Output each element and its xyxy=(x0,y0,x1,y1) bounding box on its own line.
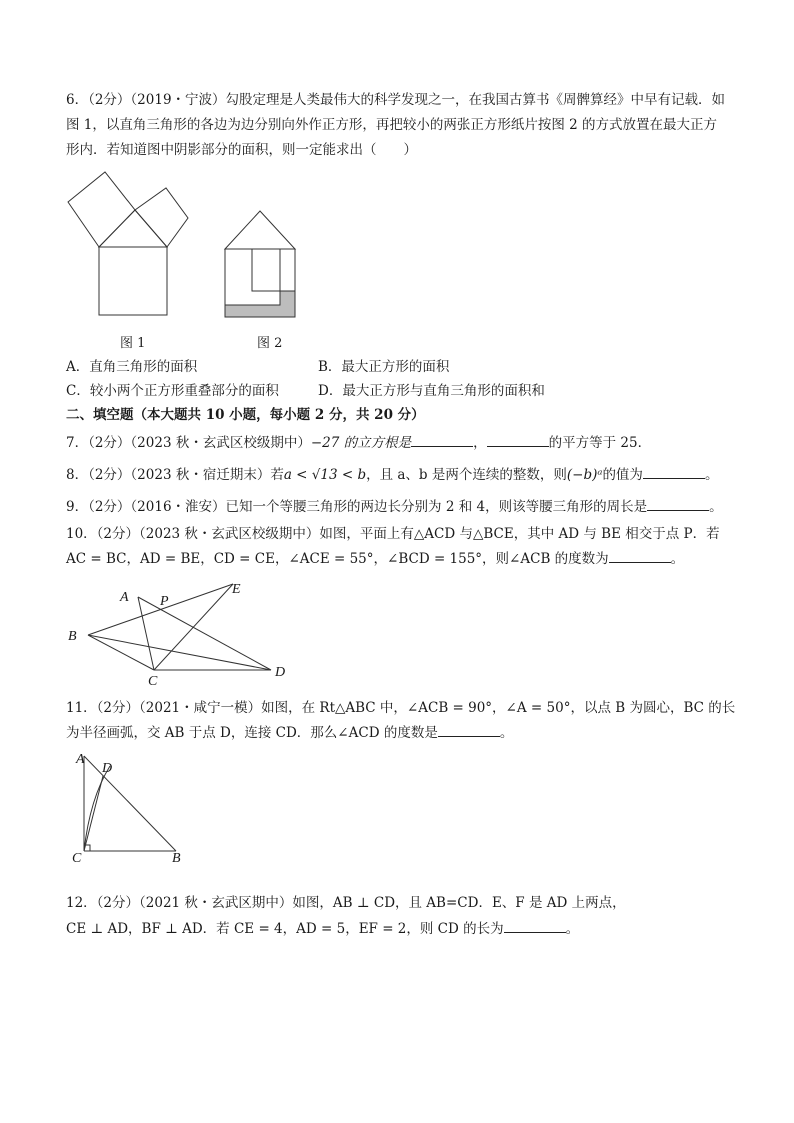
q6-fig2-caption: 图 2 xyxy=(257,336,283,351)
q10-blank[interactable] xyxy=(609,548,671,563)
q9-blank[interactable] xyxy=(647,496,709,511)
q11-label-b: B xyxy=(172,851,181,866)
fig2-triangle xyxy=(225,211,295,249)
q10-segment-bd xyxy=(88,635,271,670)
q10-label-e: E xyxy=(232,582,241,597)
q12-blank[interactable] xyxy=(504,918,566,933)
q7-line: 7．（2分）（2023 秋・玄武区校级期中）−27 的立方根是 ， 的平方等于 25． xyxy=(66,432,651,453)
q10-label-p: P xyxy=(160,594,169,609)
q6-figure-2 xyxy=(224,207,304,317)
q8-blank[interactable] xyxy=(643,464,705,479)
q11-label-d: D xyxy=(102,761,113,776)
q10-label-c: C xyxy=(148,674,158,689)
q11-line-1: 11．（2分）（2021・咸宁一模）如图，在 Rt△ABC 中，∠ACB = 90°，∠A = 50°，以点 B 为圆心，BC 的长 xyxy=(66,700,736,716)
q7-blank-1[interactable] xyxy=(411,432,473,447)
q8-line: 8．（2分）（2023 秋・宿迁期末）若a < √13 < b，且 a、b 是两个连续的整数，则(−b)ᵃ的值为 。 xyxy=(66,464,718,485)
q12-line-2: CE ⊥ AD，BF ⊥ AD．若 CE = 4，AD = 5，EF = 2，则 CD 的长为 。 xyxy=(66,918,579,939)
fig2-shaded-region-side xyxy=(280,291,295,305)
q10-figure xyxy=(66,578,306,688)
q6-figure-1 xyxy=(64,170,184,320)
fig1-right-triangle xyxy=(99,210,167,247)
q6-fig1-caption: 图 1 xyxy=(120,336,146,351)
q11-segment-ab xyxy=(84,756,176,851)
q6-line-2: 图 1，以直角三角形的各边为边分别向外作正方形，再把较小的两张正方形纸片按图 2 的方式放置在最大正方 xyxy=(66,117,718,133)
fig1-small-square-left xyxy=(68,172,135,247)
fig2-small-square xyxy=(252,249,295,291)
q11-label-c: C xyxy=(72,851,82,866)
q12-line-1: 12．（2分）（2021 秋・玄武区期中）如图，AB ⊥ CD，且 AB=CD．E、F 是 AD 上两点， xyxy=(66,895,626,911)
q11-segment-cd xyxy=(84,776,103,851)
q9-line: 9．（2分）（2016・淮安）已知一个等腰三角形的两边长分别为 2 和 4，则该等腰三角形的周长是 。 xyxy=(66,496,723,517)
q6-line-1: 6．（2分）（2019・宁波）勾股定理是人类最伟大的科学发现之一，在我国古算书《周髀算经》中早有记载．如 xyxy=(66,92,726,108)
q6-option-b: B．最大正方形的面积 xyxy=(318,359,450,375)
q11-figure xyxy=(70,748,200,868)
q10-segment-ad xyxy=(138,597,271,670)
section-heading: 二、填空题（本大题共 10 小题，每小题 2 分，共 20 分） xyxy=(66,407,425,423)
q6-option-c: C．较小两个正方形重叠部分的面积 xyxy=(66,383,279,399)
q10-label-a: A xyxy=(120,590,129,605)
q10-segment-cb xyxy=(88,635,154,670)
q10-line-2: AC = BC，AD = BE，CD = CE，∠ACE = 55°，∠BCD = 155°，则∠ACB 的度数为 。 xyxy=(66,548,684,569)
q7-blank-2[interactable] xyxy=(487,432,549,447)
q6-option-a: A．直角三角形的面积 xyxy=(66,359,198,375)
q10-label-d: D xyxy=(275,665,286,680)
q11-blank[interactable] xyxy=(438,722,500,737)
q10-label-b: B xyxy=(68,629,77,644)
q10-line-1: 10．（2分）（2023 秋・玄武区校级期中）如图，平面上有△ACD 与△BCE，其中 AD 与 BE 相交于点 P．若 xyxy=(66,526,720,542)
fig1-small-square-right xyxy=(135,188,188,247)
fig1-large-square xyxy=(99,247,167,315)
q11-line-2: 为半径画弧，交 AB 于点 D，连接 CD．那么∠ACD 的度数是 。 xyxy=(66,722,513,743)
q11-label-a: A xyxy=(76,752,85,767)
fig2-shaded-region xyxy=(225,305,295,317)
q6-line-3: 形内．若知道图中阴影部分的面积，则一定能求出（ ） xyxy=(66,142,417,158)
q10-segment-ac xyxy=(138,597,154,670)
q6-option-d: D．最大正方形与直角三角形的面积和 xyxy=(318,383,545,399)
